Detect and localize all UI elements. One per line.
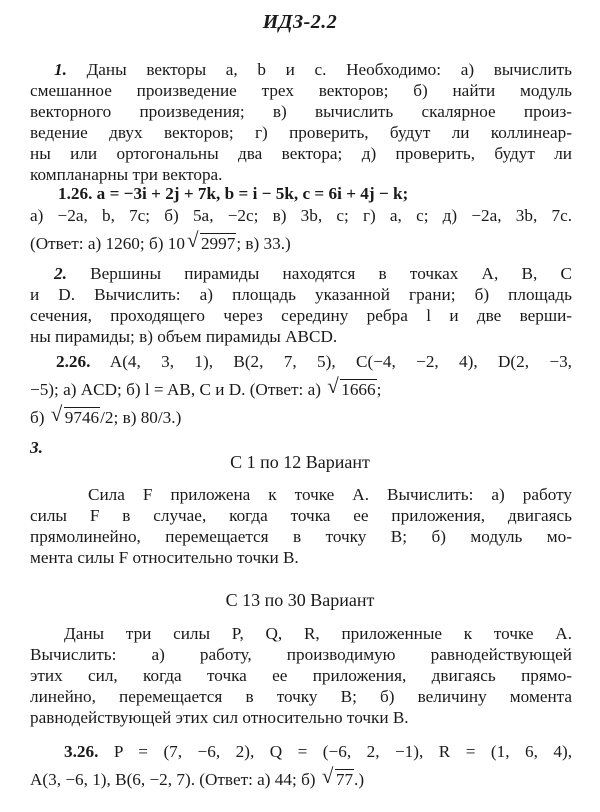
sqrt-radical: √ 1666 <box>327 380 376 400</box>
task3-para2-line-5: равнодействующей этих сил относительно точки B. <box>30 708 409 727</box>
task2-line-1: 2. Вершины пирамиды находятся в точках A, B, C <box>54 264 573 283</box>
sqrt-radical: √ 77 <box>322 770 354 790</box>
task1-variant-line-2: а) −2a, b, 7c; б) 5a, −2c; в) 3b, c; г) a, c; д) −2a, 3b, 7c. <box>30 206 572 225</box>
task1-line-6: компланарны три вектора. <box>30 165 223 184</box>
task1-line-1: 1. Даны векторы a, b и c. Необходимо: а) вычислить <box>54 60 572 79</box>
task3-para1-line-3: прямолинейно, перемещается в точку B; б) модуль мо- <box>30 527 572 546</box>
task1-line-2: смешанное произведение трех векторов; б) найти модуль <box>30 81 572 100</box>
sqrt-radical: √ 2997 <box>187 234 236 254</box>
document-title: ИДЗ-2.2 <box>262 11 338 33</box>
task3-para1-line-2: силы F в случае, когда точка ее приложения, двигаясь <box>30 506 572 525</box>
sqrt-radical: √ 9746 <box>51 408 100 428</box>
task2-variant-line-2: −5); а) ACD; б) l = AB, C и D. (Ответ: а) √ 1666; <box>30 380 572 400</box>
task3-para2-line-2: Вычислить: а) работу, производимую равнодействующей <box>30 645 572 664</box>
task2-line-3: сечения, проходящего через середину ребра l и две верши- <box>30 306 572 325</box>
task3-para2-line-4: линейно, перемещается в точку B; б) величину момента <box>30 687 572 706</box>
task3-para1-line-4: мента силы F относительно точки B. <box>30 548 299 567</box>
task2-line-2: и D. Вычислить: а) площадь указанной грани; б) площадь <box>30 285 572 304</box>
task3-para1-line-1: Сила F приложена к точке A. Вычислить: а) работу <box>88 485 572 504</box>
task3-variant-line-1: 3.26. P = (7, −6, 2), Q = (−6, 2, −1), R = (1, 6, 4), <box>64 742 572 761</box>
task1-line-3: векторного произведения; в) вычислить скалярное произ- <box>30 102 572 121</box>
task2-variant-line-1: 2.26. A(4, 3, 1), B(2, 7, 5), C(−4, −2, 4), D(2, −3, <box>56 352 572 371</box>
task3-number: 3. <box>30 438 43 457</box>
task1-answer: (Ответ: а) 1260; б) 10√ 2997; в) 33.) <box>30 234 572 254</box>
task3-heading-2: С 13 по 30 Вариант <box>225 590 375 610</box>
task1-number: 1. <box>54 60 67 79</box>
task3-para2-line-1: Даны три силы P, Q, R, приложенные к точке A. <box>64 624 572 643</box>
task1-line-5: ны или ортогональны два вектора; д) проверить, будут ли <box>30 144 572 163</box>
task3-heading-1: С 1 по 12 Вариант <box>230 452 370 472</box>
task3-para2-line-3: этих сил, когда точка ее приложения, двигаясь прямо- <box>30 666 572 685</box>
task2-number: 2. <box>54 264 67 283</box>
task2-variant-line-3: б) √ 9746/2; в) 80/3.) <box>30 408 572 428</box>
task1-line-4: ведение двух векторов; г) проверить, будут ли коллинеар- <box>30 123 572 142</box>
task1-variant-line-1: 1.26. a = −3i + 2j + 7k, b = i − 5k, c = 6i + 4j − k; <box>58 184 409 203</box>
task3-variant-line-2: A(3, −6, 1), B(6, −2, 7). (Ответ: а) 44; б) √ 77.) <box>30 770 572 790</box>
task2-line-4: ны пирамиды; в) объем пирамиды ABCD. <box>30 327 338 346</box>
